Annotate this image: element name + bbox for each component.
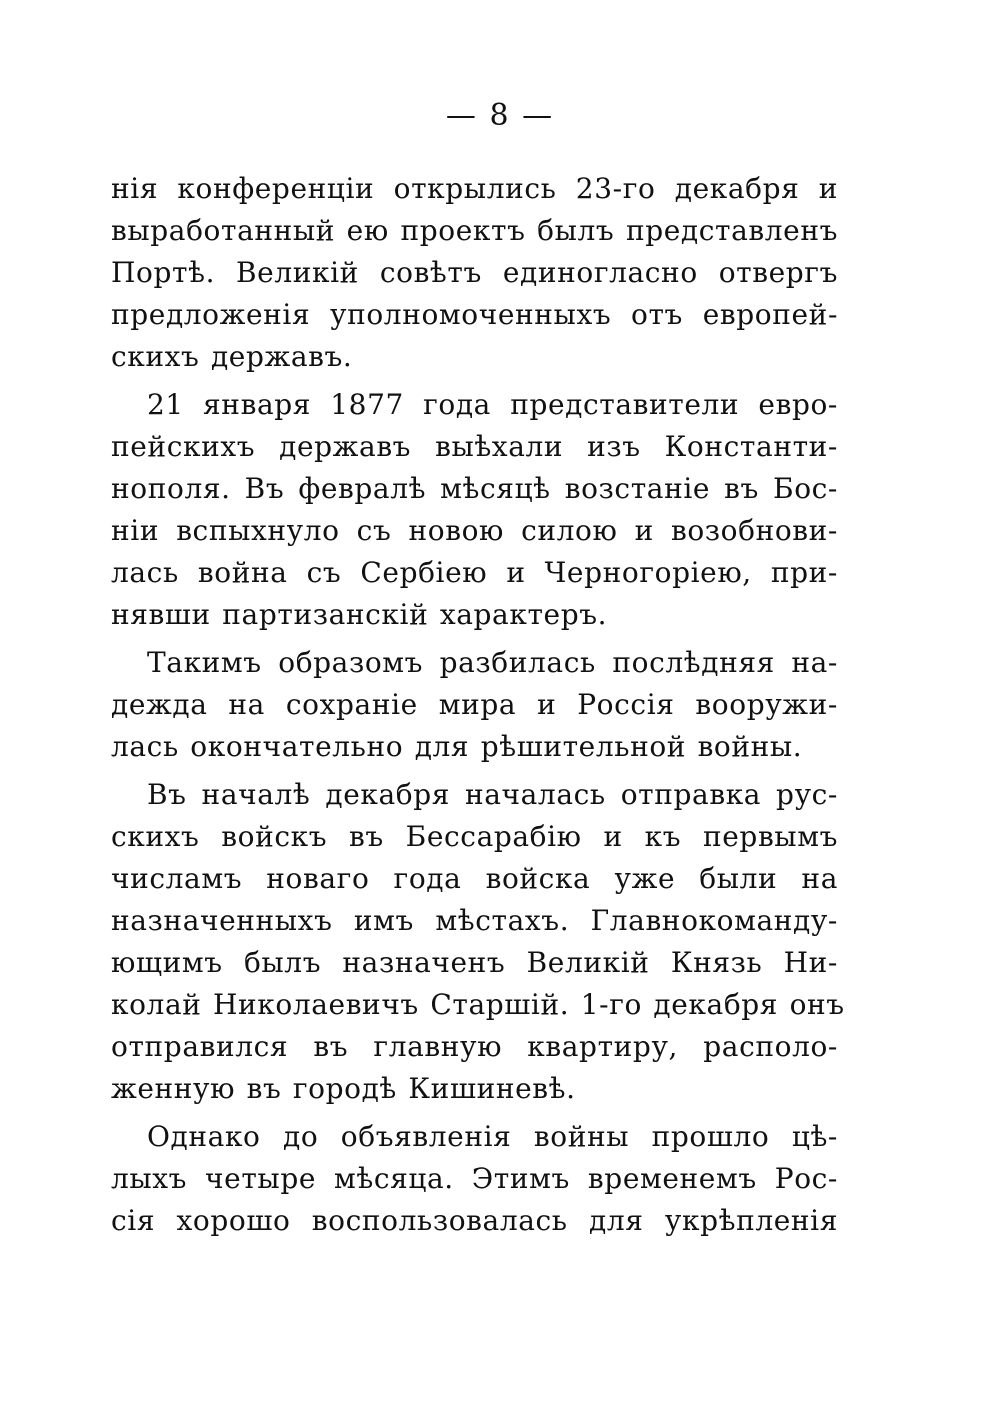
text-line: скихъ державъ. xyxy=(111,340,353,373)
text-line: скихъ войскъ въ Бессарабію и къ первымъ xyxy=(111,820,838,853)
text-line: ющимъ былъ назначенъ Великій Князь Ни- xyxy=(111,946,838,979)
text-line: колай Николаевичъ Старшій. 1-го декабря онъ xyxy=(111,988,845,1021)
text-line: выработанный ею проектъ былъ представленъ xyxy=(111,214,838,247)
text-line: Въ началѣ декабря началась отправка рус- xyxy=(147,778,838,811)
text-line: Портѣ. Великій совѣтъ единогласно отвергъ xyxy=(111,256,838,289)
text-line: нія конференціи открылись 23-го декабря и xyxy=(111,172,838,205)
text-line: лыхъ четыре мѣсяца. Этимъ временемъ Рос- xyxy=(111,1162,838,1195)
text-line: дежда на сохраніе мира и Россія вооружи- xyxy=(111,688,838,721)
text-line: назначенныхъ имъ мѣстахъ. Главнокоманду- xyxy=(111,904,838,937)
page-number: — 8 — xyxy=(445,98,555,133)
text-line: 21 января 1877 года представители евро- xyxy=(147,388,838,421)
text-line: женную въ городѣ Кишиневѣ. xyxy=(111,1072,576,1105)
text-line: сія хорошо воспользовалась для укрѣпленія xyxy=(111,1204,838,1237)
paragraph xyxy=(111,642,838,768)
paragraph xyxy=(111,168,838,378)
text-line: нополя. Въ февралѣ мѣсяцѣ возстаніе въ Бос- xyxy=(111,472,838,505)
text-line: отправился въ главную квартиру, располо- xyxy=(111,1030,838,1063)
text-line: Такимъ образомъ разбилась послѣдняя на- xyxy=(147,646,838,679)
text-line: лась война съ Сербіею и Черногоріею, при- xyxy=(111,556,838,589)
text-line: пейскихъ державъ выѣхали изъ Константи- xyxy=(111,430,838,463)
paragraph xyxy=(111,774,845,1110)
body-text xyxy=(111,168,845,1242)
text-line: лась окончательно для рѣшительной войны. xyxy=(111,730,803,763)
paragraph xyxy=(111,384,838,636)
text-line: предложенія уполномоченныхъ отъ европей- xyxy=(111,298,838,331)
text-line: Однако до объявленія войны прошло цѣ- xyxy=(147,1120,838,1153)
text-line: числамъ новаго года войска уже были на xyxy=(111,862,838,895)
text-line: нявши партизанскій характеръ. xyxy=(111,598,608,631)
paragraph xyxy=(111,1116,838,1242)
text-line: ніи вспыхнуло съ новою силою и возобнови- xyxy=(111,514,838,547)
